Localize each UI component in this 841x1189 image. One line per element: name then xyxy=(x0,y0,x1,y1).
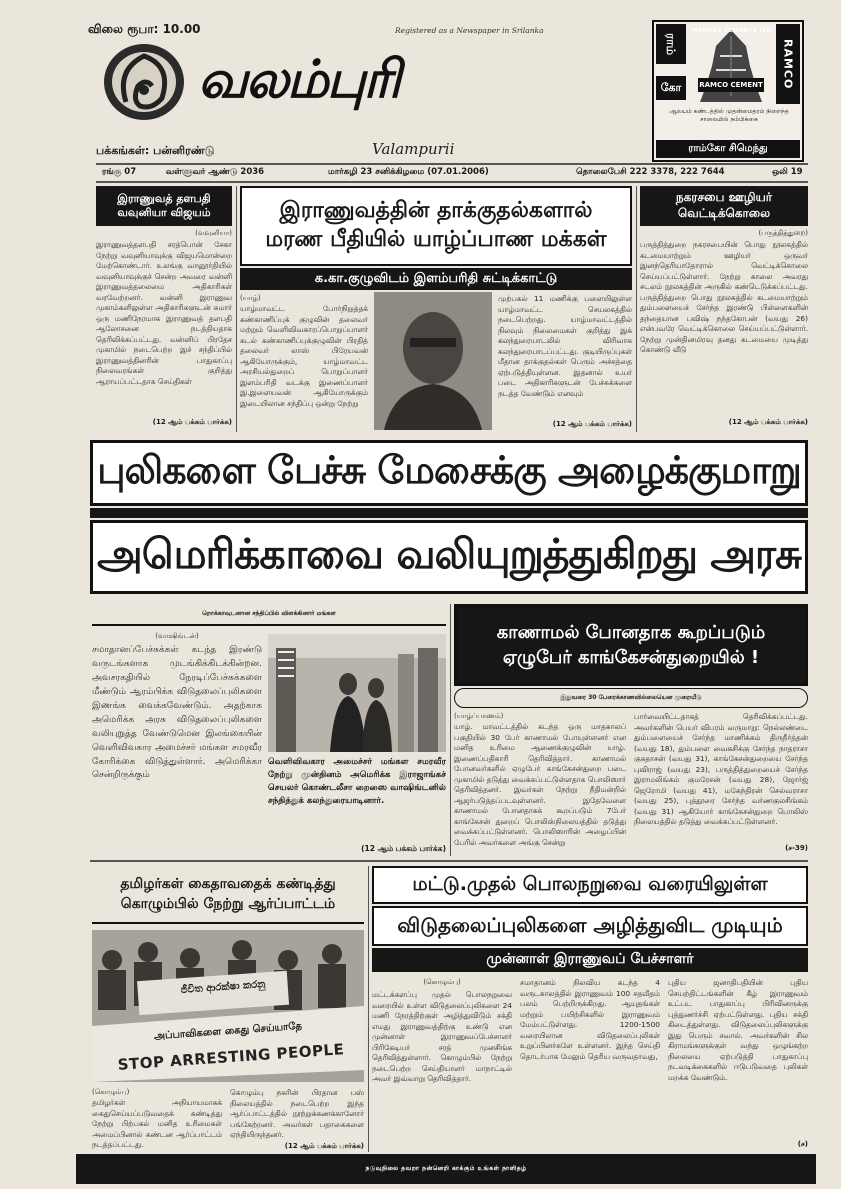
right-story-dateline: (பருத்தித்துறை) xyxy=(758,229,808,237)
ad-bottom-text: ராம்கோ சிமெந்து xyxy=(656,140,800,158)
army-subheadline: முன்னாள் இராணுவப் பேச்சாளர் xyxy=(372,948,808,972)
banner-line-1: புலிகளை பேச்சு மேசைக்கு அழைக்குமாறு xyxy=(97,448,801,492)
portrait-photo xyxy=(374,292,492,430)
army-headline-line2: விடுதலைப்புலிகளை அழித்துவிட முடியும் xyxy=(397,912,783,937)
column-divider xyxy=(636,186,637,432)
masthead-latin-title: Valampurii xyxy=(372,140,455,158)
dateline-rule-bottom xyxy=(96,181,808,183)
protest-dateline: (கொழும்பு) xyxy=(92,1088,130,1096)
column-divider xyxy=(450,604,451,856)
protest-placard-tamil: அப்பாவிகளை கைது செய்யாதே xyxy=(153,1020,303,1043)
banner-line-2: அமெரிக்காவை வலியுறுத்துகிறது அரசு xyxy=(97,530,801,578)
army-tag: (ச) xyxy=(797,1140,808,1148)
army-col3: புதிய ஜனாதிபதியின் புதிய செயற்திட்டங்களின் கீழ் இராணுவம் உட்பட பாதுகாப்பு பிரிவினருக்கு புத்துணர்ச்சி ஏற்பட்டுள்ளது. புதிய சக்தி கிடைத்துள்ளது. விடுதலைப்புலிகளுக்கு இது பெரும் சவால். அவர்களின் சில கிராமங்களுக்குள் வந்து ஒழுங்கற்ற நிலையை ஏற்படுத்தி பாதுகாப்பு நடவடிக்கைகளில் ஈடுபடுவதை புலிகள் மறக்க வேண்டும். xyxy=(668,978,808,1082)
main-story-col2: முற்பகல் 11 மணிக்கு பளையிலுள்ள யாழ்மாவட்ட செயலகத்தில் நடைபெற்றது. யாழ்மாவட்டத்தில் நிலவும் நிலைமைகள் குறித்து இக் கலந்துரையாடலில் விரிவாக கலந்துரையாடப்பட்டது. குடியிருப்புகள் மீதான தாக்குதல்கள் பெரும் அச்சத்தை ஏற்படுத்தியுள்ளன. இதனால் உயர் படை அதிகாரிகளுடன் பேச்சுக்களை நடத்த வேண்டும் எனவும் xyxy=(498,294,632,398)
temple-gopuram-icon xyxy=(690,26,772,104)
column-divider xyxy=(236,186,237,432)
meeting-photo xyxy=(268,634,446,752)
price-label: விலை ரூபா: 10.00 xyxy=(88,22,201,36)
meeting-photo-caption: வெளிவிவகார அமைச்சர் மங்கள சமரவீர நேற்று முன்தினம் அமெரிக்க இராஜாங்கச் செயலர் கொண்டலீசா றைஸை வாஷிங்டனில் சந்தித்துக் கலந்துரையாடினார். xyxy=(268,757,446,806)
protest-headline-line1: தமிழர்கள் கைதாவதைக் கண்டித்து xyxy=(120,875,336,892)
protest-continued: (12 ஆம் பக்கம் பார்க்க) xyxy=(284,1142,364,1150)
ad-ramco-cement: RAMCO CEMENT xyxy=(698,78,764,92)
left-story-dateline: (வவுனியா) xyxy=(195,229,232,237)
phone-number: தொலைபேசி 222 3378, 222 7644 xyxy=(576,167,725,177)
missing-subheadline: இதுவரை 30 பேரைக்காணவில்லையென முறையீடு xyxy=(454,688,808,708)
main-story xyxy=(240,186,632,432)
masthead-title: வலம்புரி xyxy=(198,50,399,110)
army-col2: சமாதானம் நிலவிய கடந்த 4 வருடகாலத்தில் இராணுவம் 100 சதவீதம் பலம் பெற்றிருக்கிறது. ஆயுதங்கள் மற்றும் பயிற்சிகளில் இராணுவம் மேம்பட்டுள்ளது. 1200-1500 வரையிலான விடுதலைப்புலிகள் உறுப்பினர்களே உள்ளனர். இந்த செய்தி தொடர்பாக மேலும் தெரிய வருவதாவது, xyxy=(520,978,660,1061)
banner-divider-bar xyxy=(90,508,808,518)
missing-headline-line1: காணாமல் போனதாக கூறப்படும் xyxy=(496,621,766,643)
mangala-headline: றொக்காவுடனான சந்திப்பில் விளக்கினார் மங்கள xyxy=(92,604,446,626)
right-story-body: பருத்தித்துறை நகரசபையின் பொது நூலகத்தில் கடமையாற்றும் ஊழியர் ஒருவர் இனந்தெரியாதோரால் வெட்டிக்கொலை செய்யப்பட்டுள்ளார். நேற்று காலை அவரது சடலம் நூலகத்தின் அருகில் கண்டெடுக்கப்பட்டது. பருத்தித்துறை பொது நூலகத்தில் கடமையாற்றும் தும்பளையைச் சேர்ந்த இரண்டு பிள்ளைகளின் தந்தையான பவிஷ் நந்தகோபன் (வயது 26) என்பவரே வெட்டிக்கொலை செய்யப்பட்டுள்ளார். நேற்று முன்தினமிரவு தனது கடமையை முடித்து கொண்டு வீடு xyxy=(640,240,808,355)
left-story-body: இராணுவத்தளபதி சரத்பொன் சேகா நேற்று வவுனியாவுக்கு விஜயமொன்றை மேற்கொண்டார். உலங்கு வானூர்தியில் வவுனியாவுக்குச் சென்ற அவரை வன்னி இராணுவத்தலைமை அதிகாரிகள் வரவேற்றனர். வன்னி இராணுவ முகாம்களிலுள்ள அதிகாரிகளுடன் சுமார் ஒரு மணிநேரமாக இராணுவத் தளபதி ஆலோசனை நடத்தியதாக தெரிவிக்கப்பட்டது. வன்னிப் பிரதேச முகாமில் நடைபெற்ற இச் சந்திப்பில் இராணுவத்தினரின் பாதுகாப்பு நிலைவரங்கள் குறித்து ஆராயப்பட்டதாக செய்திகள் xyxy=(96,240,232,386)
right-story-headline: நகரசபை ஊழியர் வெட்டிக்கொலை xyxy=(640,186,808,226)
ad-caption: ஆலயம் கண்டத்தில் முதன்மைதரம் நிறைந்த சாலையில் நம்பிக்கை xyxy=(669,108,789,123)
left-story xyxy=(96,186,232,432)
protest-col1: தமிழர்கள் அநியாயமாகக் கைதுசெய்யப்படுவதைக் கண்டித்து நேற்று பிற்பகல் மனித உரிமைகள் அமைப்பினால் கண்டன ஆர்ப்பாட்டம் நடத்தப்பட்டது. xyxy=(92,1098,222,1150)
ramco-advert xyxy=(652,20,804,162)
protest-banner-text: STOP ARRESTING PEOPLE xyxy=(117,1040,345,1074)
mangala-body: சமாதானப்பேச்சுக்கள் கடந்த இரண்டு வருடங்களாக முடங்கிக்கிடக்கின்றன. அவசரகதியில் நேரடிப்பேச்சுக்களை மீண்டும் ஆரம்பிக்க விடுதலைப்புலிகளை இணங்க வைக்கவேண்டும். அதற்காக அமெரிக்க அரசு விடுதலைப்புலிகளை வலியுறுத்த வேண்டுமென இலங்கையின் வெளிவிவகார அமைச்சர் மங்கள சமரவீர கோரிக்கை விடுத்துள்ளார். அமெரிக்கா சென்றிருக்கும் xyxy=(92,645,262,781)
portrait-image xyxy=(374,292,492,430)
ad-arc-text: MADRAS CEMENTS LTD xyxy=(692,28,772,34)
missing-col2: பார்வையிட்டதாகத் தெரிவிக்கப்பட்டது. அவர்களின் பெயர் விபரம் வருமாறு: நெல்லண்டை தும்பளையைச் சேர்ந்த மாணிக்கம் திருநீர்த்தன் (வயது 18), தும்பளை வைகசிக்கு சேர்ந்த நாதராசா குகதாசன் (வயது 31), காங்கேசன்துறையை சேர்ந்த புவிராஜ் (வயது 23), பருத்தித்துறையைச் சேர்ந்த இராமலிங்கம் குமரேசன் (வயது 28), ஜோர்ஜ் ஜெரோமி (வயது 41), மகேந்திரன் செல்வராசா (வயது 25), புத்தூரை சேர்ந்த வர்ணகுலசிங்கம் (வயது 31) ஆகியோர் காங்கேசன்துறை பொலிஸ் நிலையத்தில் தடுத்து வைக்கப்பட்டுள்ளனர். xyxy=(634,712,808,827)
army-dateline: (கொழும்பு) xyxy=(423,978,461,986)
protest-col2: கொழும்பு நகரின் பிரதான பஸ் நிலையத்தில் நடைபெற்ற இந்த ஆர்ப்பாட்டத்தில் நூற்றுக்கணக்கானோர் பங்கேற்றனர். அவர்கள் பதாகைகளை ஏந்தியிருந்தனர். xyxy=(230,1088,364,1140)
page-count: பக்கங்கள்: பன்னிரண்டு xyxy=(96,144,215,157)
mangala-continued: (12 ஆம் பக்கம் பார்க்க) xyxy=(361,844,446,853)
main-story-dateline: (யாழ்) xyxy=(240,294,261,302)
missing-story xyxy=(454,604,808,856)
issue-number: ஒலி 19 xyxy=(772,167,803,177)
main-headline-line2: மரண பீதியில் யாழ்ப்பாண மக்கள் xyxy=(265,227,607,252)
section-rule xyxy=(90,860,808,862)
protest-story xyxy=(92,866,364,1152)
banner-headline-1 xyxy=(90,440,808,506)
protest-headline-line2: கொழும்பில் நேற்று ஆர்ப்பாட்டம் xyxy=(120,896,336,912)
right-story-continued: (12 ஆம் பக்கம் பார்க்க) xyxy=(728,418,808,426)
ad-ram-text: ராம் xyxy=(656,24,686,64)
left-story-continued: (12 ஆம் பக்கம் பார்க்க) xyxy=(152,418,232,426)
registration-note: Registered as a Newspaper in Srilanka xyxy=(395,26,544,35)
missing-dateline: (யாழ்ப்பாணம்) xyxy=(454,712,504,720)
main-story-continued: (12 ஆம் பக்கம் பார்க்க) xyxy=(552,420,632,428)
missing-col1: யாழ். மாவட்டத்தில் கடந்த ஒரு மாதகாலப் பகுதியில் 30 பேர் காணாமல் போயுள்ளனர் என மனித உரிமை ஆணைக்குழுவின் யாழ். இணைப்பதிகாரி தெரிவித்தார். காணாமல் போனவர்களில் ஏழுபேர் காங்கேசன்துறை படை முகாமில் தடுத்து வைக்கப்பட்டுள்ளதாக பொலிஸார் தெரிவித்தனர். இவர்கள் நேற்று நீதிமன்றில் ஆஜர்படுத்தப்படவுள்ளனர். இதேவேளை காணாமல் போனதாகக் கூறப்படும் 7பேர் காங்கேசன் துறைப் பொலிஸ்நிலையத்தில் தடுத்து வைக்கப்பட்டுள்ளனர். பொலிஸாரின் அழைப்பின் பேரில் அவர்களை அங்கு சென்று xyxy=(454,722,626,847)
missing-tag: (ச-39) xyxy=(785,844,808,852)
ad-ko-text: கோ xyxy=(656,76,686,100)
mangala-story xyxy=(92,604,446,856)
conch-icon xyxy=(96,40,192,124)
army-col1: மட்டக்களப்பு முதல் பொலநறுவை வரையில் உள்ள விடுதலைப்புலிகளை 24 மணி நேரத்திற்குள் அழித்துவிடும் சக்தி எமது இராணுவத்திற்கு உண்டு என முன்னாள் இராணுவப்பேச்சாளர் பிரிகேடியர் சரத் முனசிங்க தெரிவித்துள்ளார். கொழும்பில் நேற்று நடைபெற்ற செய்தியாளர் மாநாட்டில் அவர் இவ்வாறு தெரிவித்தார். xyxy=(372,990,512,1084)
protest-placard-sinhala: ජීවිත ආරක්ෂා කරනු xyxy=(180,979,266,996)
column-divider xyxy=(368,866,369,1152)
issue-date: மார்கழி 23 சனிக்கிழமை (07.01.2006) xyxy=(328,167,489,177)
conch-logo xyxy=(96,40,192,124)
dateline-rule-top xyxy=(96,163,808,165)
volume-number: ரங்கு 07 xyxy=(102,167,137,177)
main-headline-line1: இராணுவத்தின் தாக்குதல்களால் xyxy=(279,198,593,224)
army-headline-line1: மட்டு.முதல் பொலநறுவை வரையிலுள்ள xyxy=(412,872,768,895)
right-story xyxy=(640,186,808,432)
dateline-bar xyxy=(96,166,808,180)
missing-headline-line2: ஏழுபேர் காங்கேசன்துறையில் ! xyxy=(502,647,760,668)
left-story-headline: இராணுவத் தளபதி வவுனியா விஜயம் xyxy=(96,186,232,226)
main-subheadline: க.கா.குழுவிடம் இளம்பரிதி சுட்டிக்காட்டு xyxy=(240,268,632,290)
main-story-col1: யாழ்மாவட்ட போர்நிறுத்தக் கண்காணிப்புக் குழுவின் தலைவர் மற்றும் வெளிவிவகாரப்பொறுப்பாளர் கடல் கண்காணிப்புக்குழுவின் பிரதித் தலைவர் லாஸ் பிரேயவன் ஆகியோருக்கும், யாழ்மாவட்ட அரசியல்துறைப் பொறுப்பாளர் இளம்பரிதி வடக்கு இணைப்பாளர் இ.இளையவன் ஆகியோருக்கும் இடையிலான சந்திப்பு ஒன்று நேற்று xyxy=(240,304,368,408)
ad-ramco-vertical: RAMCO xyxy=(776,24,800,104)
army-story xyxy=(372,866,808,1152)
footer-slogan: நடுவுநிலை தவறா நன்னெறி காக்கும் உங்கள் நாளிதழ் xyxy=(76,1154,816,1184)
meeting-image xyxy=(268,634,446,752)
banner-headline-2 xyxy=(90,520,808,594)
protest-photo xyxy=(92,930,364,1082)
valluvar-year: வள்ளுவர் ஆண்டு 2036 xyxy=(166,167,265,177)
mangala-dateline: (வாஷிங்டன்) xyxy=(155,632,199,640)
